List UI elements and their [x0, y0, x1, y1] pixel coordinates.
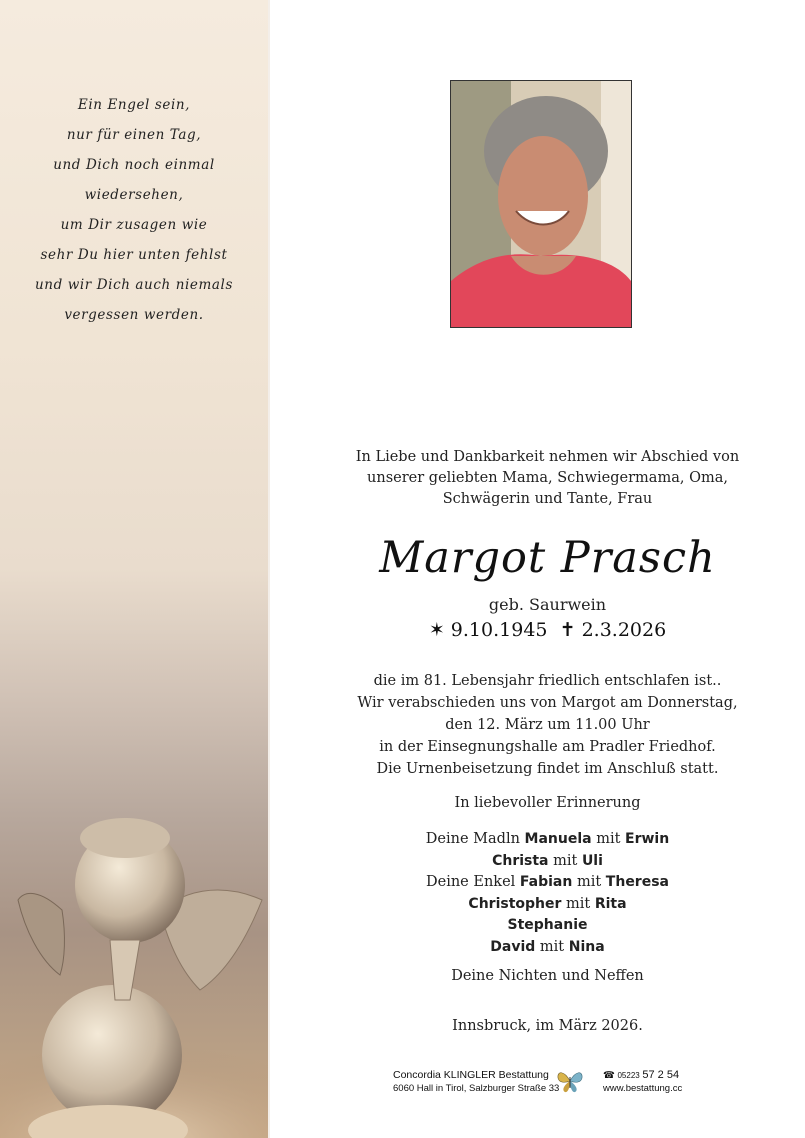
intro-line: In Liebe und Dankbarkeit nehmen wir Abschied von [355, 449, 740, 465]
body-line: Wir verabschieden uns von Margot am Donnerstag, [357, 695, 738, 711]
family-prefix: Deine Madln [425, 831, 525, 847]
memorial-poem [14, 90, 254, 330]
family-line [290, 937, 805, 959]
poem-line: sehr Du hier unten fehlst [40, 247, 228, 263]
family-member: Christa [492, 852, 549, 869]
family-member: Stephanie [507, 917, 588, 933]
body-line: in der Einsegnungshalle am Pradler Friedhof. [379, 739, 716, 755]
poem-line: um Dir zusagen wie [60, 217, 208, 233]
family-line [290, 829, 805, 851]
family-connector: mit [591, 831, 626, 847]
website: www.bestattung.cc [603, 1083, 683, 1094]
poem-line: Ein Engel sein, [77, 97, 191, 113]
phone-prefix: 05223 [617, 1071, 640, 1080]
company-address: 6060 Hall in Tirol, Salzburger Straße 33 [393, 1083, 560, 1094]
family-connector: mit [572, 874, 606, 890]
family-line [290, 894, 805, 916]
deceased-name: Margot Prasch [379, 533, 716, 583]
memory-heading: In liebevoller Erinnerung [454, 795, 641, 811]
phone-number: 57 2 54 [642, 1069, 680, 1081]
body-line: den 12. März um 11.00 Uhr [445, 717, 650, 733]
family-member: Christopher [468, 895, 562, 912]
star-birth-icon: ✶ [428, 619, 445, 641]
family-connector: mit [548, 852, 582, 869]
family-connector: mit [561, 895, 595, 912]
butterfly-icon [556, 1068, 584, 1094]
family-member: Rita [594, 895, 627, 912]
place-date: Innsbruck, im März 2026. [452, 1018, 643, 1034]
intro-line: unserer geliebten Mama, Schwiegermama, Oma, [367, 470, 728, 486]
phone-icon: ☎ [603, 1070, 615, 1081]
intro-line: Schwägerin und Tante, Frau [442, 491, 653, 507]
poem-line: nur für einen Tag, [66, 127, 202, 143]
contact-info [603, 1069, 682, 1095]
family-member: Nina [568, 938, 605, 955]
family-member: Uli [581, 852, 603, 869]
divider [268, 0, 270, 1138]
family-connector: mit [535, 938, 569, 955]
body-line: Die Urnenbeisetzung findet im Anschluß statt. [376, 761, 719, 777]
body-line: die im 81. Lebensjahr friedlich entschlafen ist.. [373, 673, 722, 689]
intro-text [290, 447, 805, 510]
poem-line: und Dich noch einmal [53, 157, 215, 173]
nieces-nephews: Deine Nichten und Neffen [451, 968, 644, 984]
poem-line: wiedersehen, [84, 187, 184, 203]
cross-death-icon: ✝ [559, 619, 576, 641]
poem-line: und wir Dich auch niemals [34, 277, 233, 293]
company-name: Concordia KLINGLER Bestattung [393, 1069, 549, 1081]
family-member: Erwin [625, 831, 670, 847]
service-details [290, 670, 805, 780]
family-member: Theresa [605, 874, 669, 890]
family-prefix: Deine Enkel [426, 874, 520, 890]
funeral-home-info [393, 1069, 559, 1095]
portrait-photo [450, 80, 632, 328]
family-line [290, 872, 805, 894]
family-member: Manuela [524, 831, 592, 847]
life-dates [290, 619, 805, 641]
family-member: David [490, 938, 536, 955]
family-line [290, 915, 805, 937]
birth-name: geb. Saurwein [488, 595, 607, 614]
birth-date: 9.10.1945 [450, 619, 548, 641]
family-list [290, 829, 805, 958]
family-member: Fabian [519, 874, 573, 890]
death-date: 2.3.2026 [581, 619, 667, 641]
phone [603, 1069, 682, 1082]
family-line [290, 851, 805, 873]
angel-figure-image [0, 800, 268, 1138]
poem-line: vergessen werden. [64, 307, 204, 323]
